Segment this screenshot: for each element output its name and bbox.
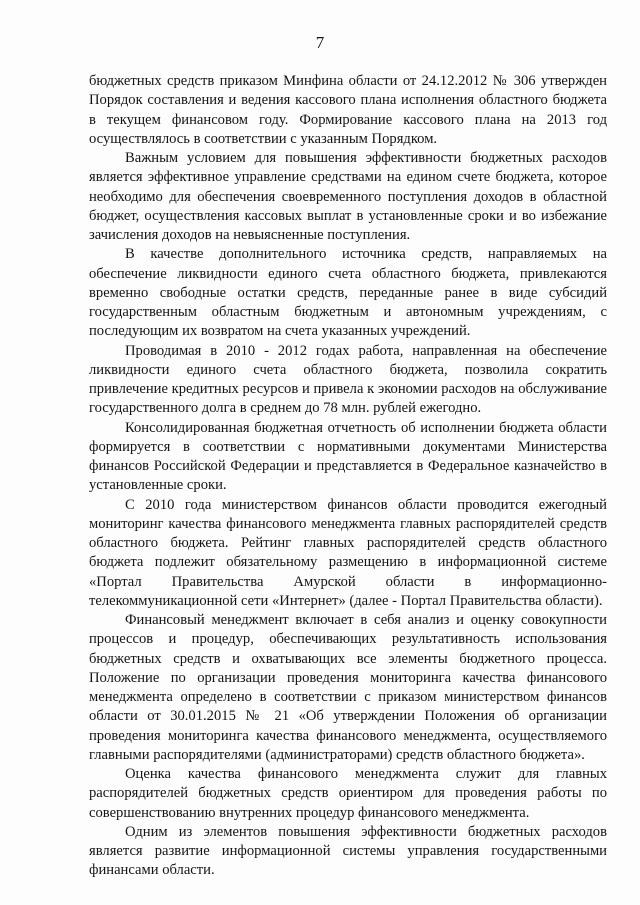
paragraph: Важным условием для повышения эффективности бюджетных расходов является эффективное управление средствами на едином счете бюджета, которое необходимо для обеспечения своевременного поступления доходов в областной бюджет, осуществления кассовых выплат в установленные сроки и во избежание зачисления доходов на невыясненные поступления. (89, 150, 607, 243)
document-body (89, 72, 607, 881)
paragraph: Проводимая в 2010 - 2012 годах работа, направленная на обеспечение ликвидности единого счета областного бюджета, позволила сократить привлечение кредитных ресурсов и привела к экономии расходов на обслуживание государственного долга в среднем до 78 млн. рублей ежегодно. (89, 342, 607, 417)
paragraph: Одним из элементов повышения эффективности бюджетных расходов является развитие информационной системы управления государственными финансами области. (89, 823, 607, 879)
paragraph: С 2010 года министерством финансов области проводится ежегодный мониторинг качества финансового менеджмента главных распорядителей средств областного бюджета. Рейтинг главных распорядителей средств областного бюджета подлежит обязательному размещению в информационной системе «Портал Правительства Амурской области в информационно-телекоммуникационной сети «Интернет» (далее - Портал Правительства области). (89, 496, 607, 609)
page-number: 7 (315, 33, 325, 52)
paragraph: В качестве дополнительного источника средств, направляемых на обеспечение ликвидности единого счета областного бюджета, привлекаются временно свободные остатки средств, переданные ранее в виде субсидий государственным областным бюджетным и автономным учреждениям, с последующим их возвратом на счета указанных учреждений. (89, 246, 607, 340)
paragraph: Оценка качества финансового менеджмента служит для главных распорядителей бюджетных средств ориентиром для проведения работы по совершенствованию внутренних процедур финансового менеджмента. (89, 766, 607, 821)
paragraph: Финансовый менеджмент включает в себя анализ и оценку совокупности процессов и процедур, обеспечивающих результативность использования бюджетных средств и охватывающих все элементы бюджетного процесса. Положение по организации проведения мониторинга качества финансового менеджмента определено в соответствии с приказом министерством финансов области от 30.01.2015 № 21 «Об утверждении Положения об организации проведения мониторинга качества финансового менеджмента, осуществляемого главными распорядителями (администраторами) средств областного бюджета». (89, 612, 607, 763)
paragraph: бюджетных средств приказом Минфина области от 24.12.2012 № 306 утвержден Порядок составления и ведения кассового плана исполнения областного бюджета в текущем финансовом году. Формирование кассового плана на 2013 год осуществлялось в соответствии с указанным Порядком. (89, 73, 607, 147)
paragraph: Консолидированная бюджетная отчетность об исполнении бюджета области формируется в соответствии с нормативными документами Министерства финансов Российской Федерации и представляется в Федеральное казначейство в установленные сроки. (89, 419, 607, 494)
